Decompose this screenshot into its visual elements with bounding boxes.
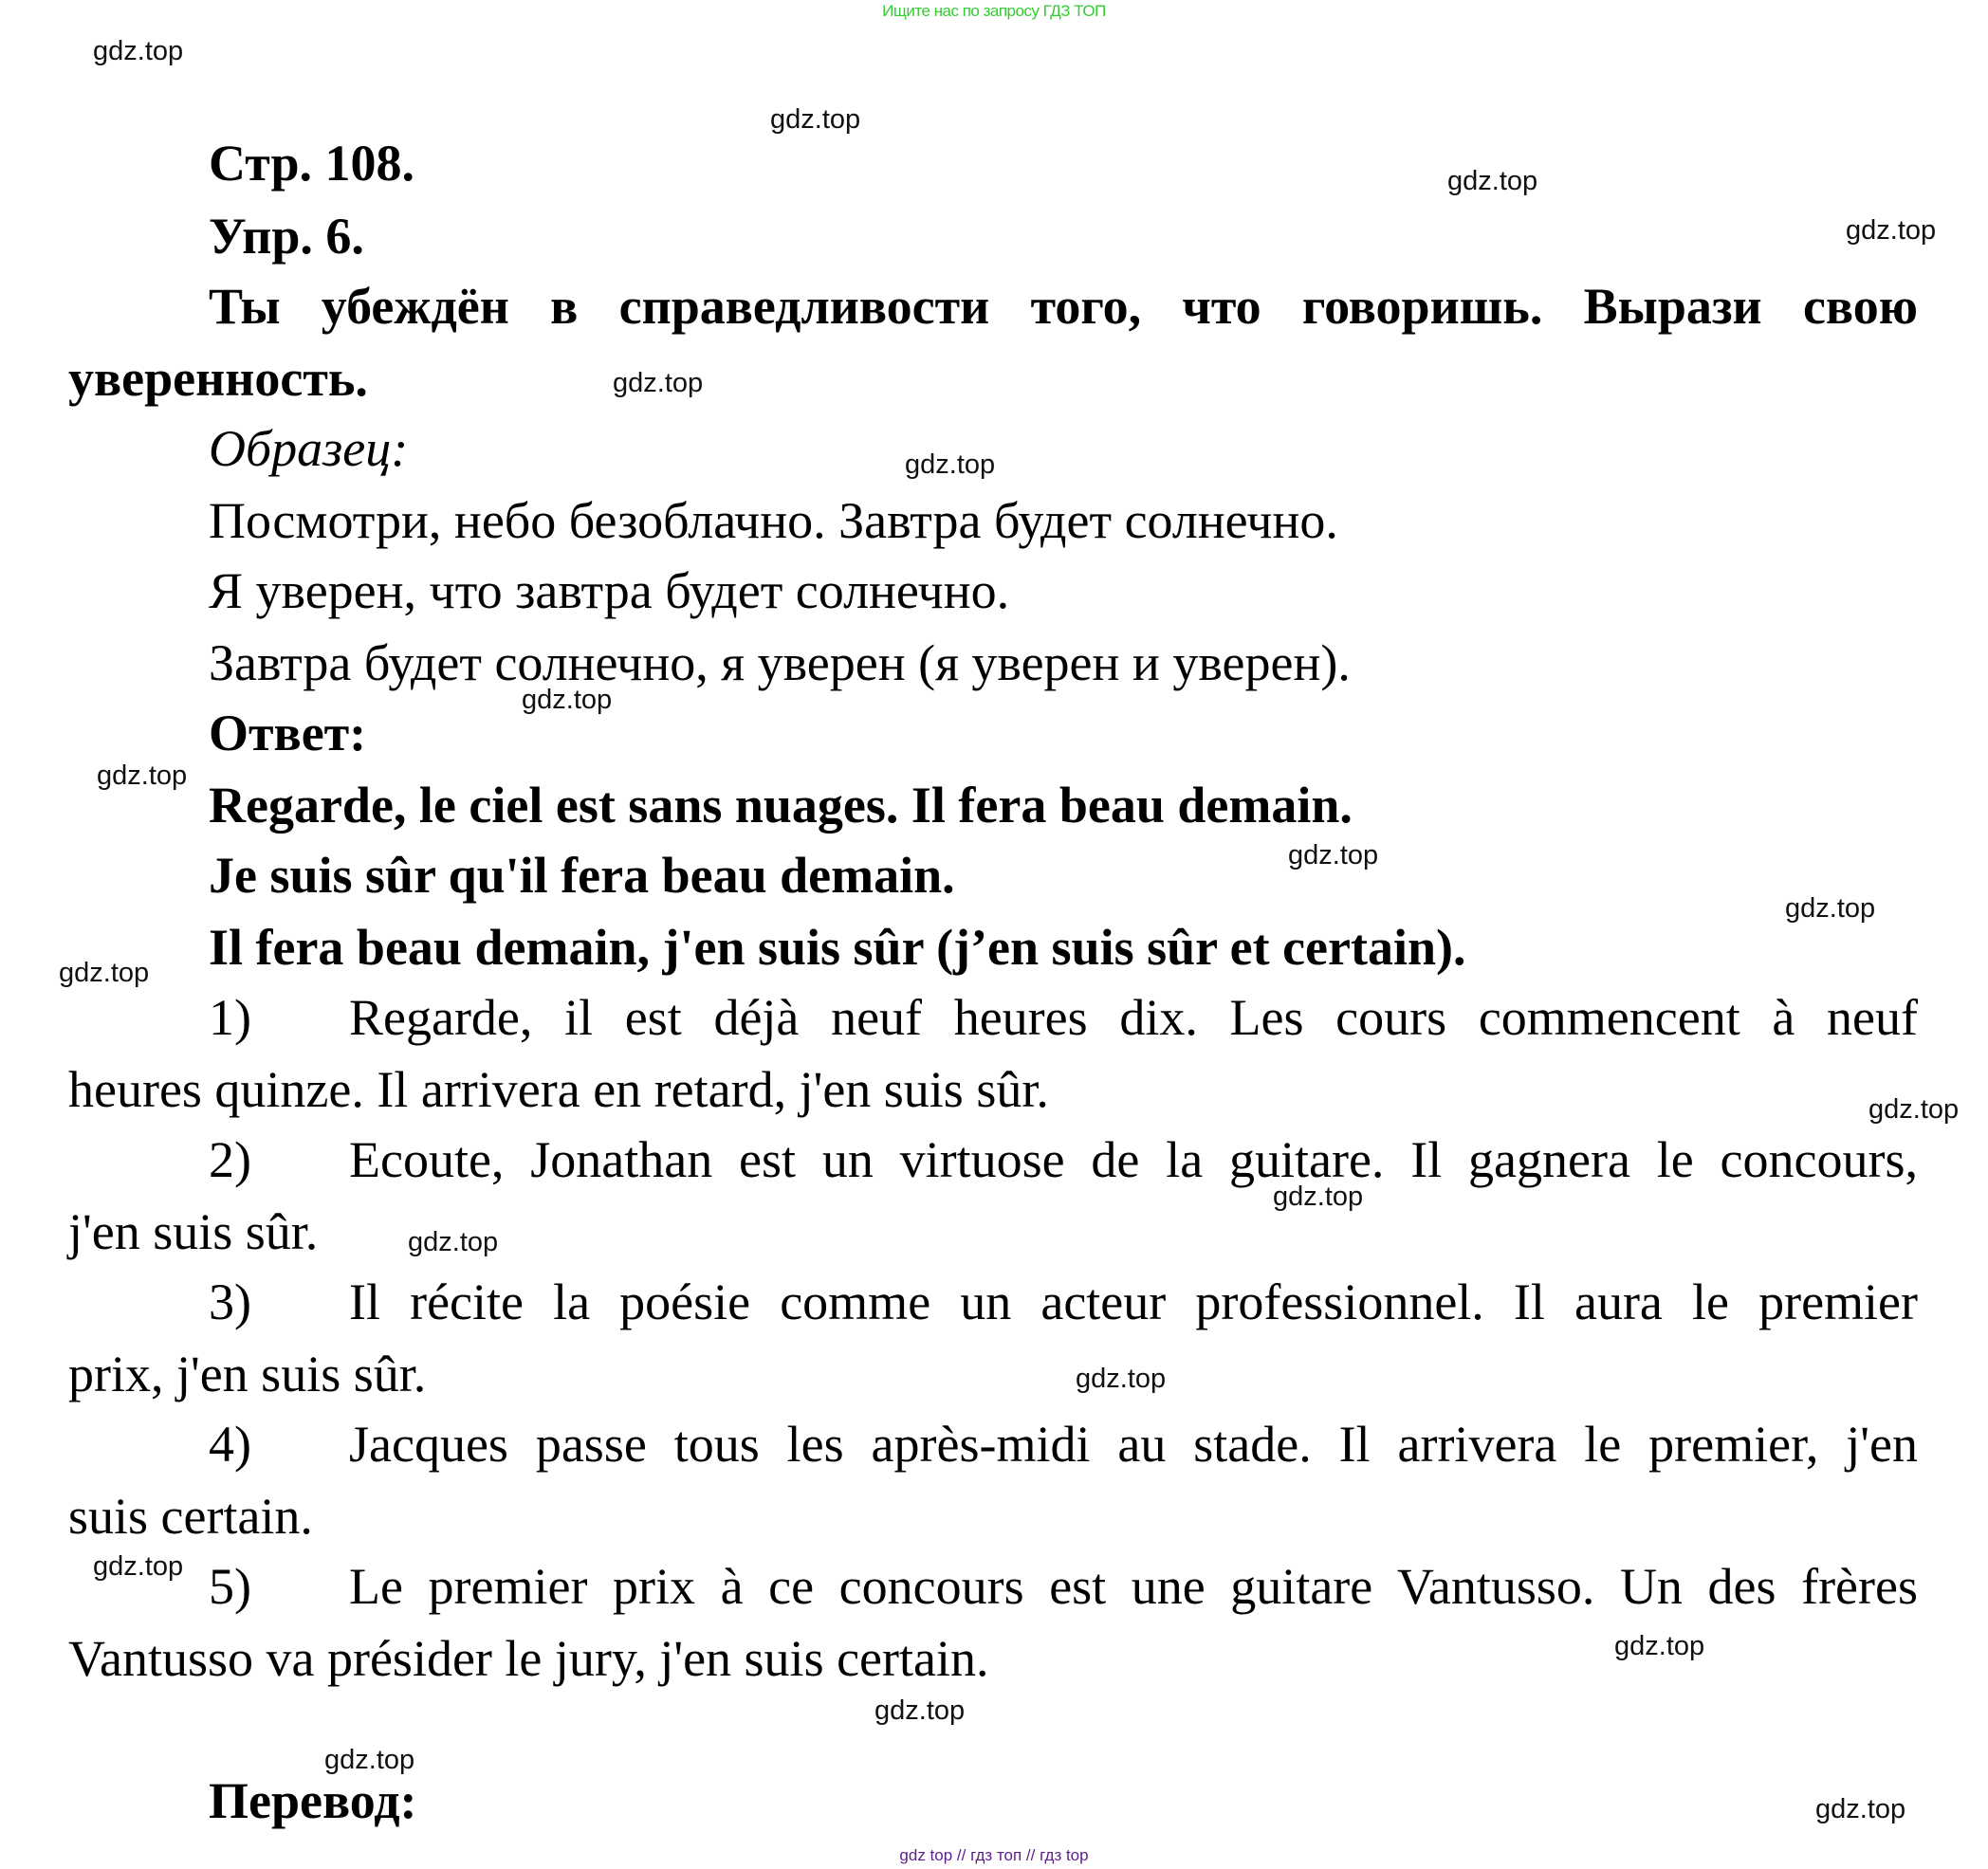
watermark: gdz.top (905, 449, 996, 480)
item-number: 5) (209, 1558, 251, 1615)
watermark: gdz.top (1447, 166, 1538, 196)
answer-line: Il fera beau demain, j'en suis sûr (j’en suis sûr et certain). (209, 919, 1466, 976)
watermark: gdz.top (1288, 840, 1379, 870)
item-text: Le premier prix à ce concours est une guitare Vantusso. Un des frères (349, 1558, 1918, 1615)
watermark: gdz.top (1076, 1364, 1167, 1394)
answer-item-1-line1 (209, 989, 1918, 1046)
sample-line: Я уверен, что завтра будет солнечно. (209, 562, 1010, 619)
sample-line: Посмотри, небо безоблачно. Завтра будет солнечно. (209, 492, 1338, 549)
watermark: gdz.top (874, 1695, 966, 1726)
watermark: gdz.top (1815, 1794, 1906, 1824)
watermark: gdz.top (613, 368, 704, 398)
watermark: gdz.top (59, 958, 150, 988)
answer-item-4-line2: suis certain. (68, 1488, 313, 1545)
item-number: 4) (209, 1416, 251, 1473)
item-number: 1) (209, 989, 251, 1046)
watermark: gdz.top (1785, 893, 1876, 924)
item-text: Ecoute, Jonathan est un virtuose de la guitare. Il gagnera le concours, (349, 1131, 1918, 1188)
bottom-banner: gdz top // гдз топ // гдз top (899, 1846, 1089, 1864)
answer-item-5-line1 (209, 1558, 1918, 1615)
sample-line: Завтра будет солнечно, я уверен (я уверен и уверен). (209, 634, 1351, 691)
top-banner: Ищите нас по запросу ГДЗ ТОП (882, 2, 1106, 20)
watermark: gdz.top (1846, 215, 1937, 246)
watermark: gdz.top (1273, 1182, 1364, 1212)
answer-item-3-line2: prix, j'en suis sûr. (68, 1346, 427, 1402)
answer-item-3-line1 (209, 1273, 1918, 1330)
item-text: Jacques passe tous les après-midi au stade. Il arrivera le premier, j'en (349, 1416, 1918, 1473)
task-text-line2: уверенность. (68, 350, 368, 407)
watermark: gdz.top (522, 685, 613, 715)
watermark: gdz.top (324, 1745, 415, 1775)
task-text-line1: Ты убеждён в справедливости того, что говоришь. Вырази свою (209, 278, 1918, 335)
sample-label: Образец: (209, 420, 409, 477)
watermark: gdz.top (1614, 1631, 1705, 1661)
item-text: Il récite la poésie comme un acteur professionnel. Il aura le premier (349, 1273, 1918, 1330)
item-text: Regarde, il est déjà neuf heures dix. Les cours commencent à neuf (349, 989, 1918, 1046)
answer-item-2-line1 (209, 1131, 1918, 1188)
watermark: gdz.top (93, 1551, 184, 1582)
answer-item-1-line2: heures quinze. Il arrivera en retard, j'en suis sûr. (68, 1061, 1049, 1118)
watermark: gdz.top (97, 760, 188, 791)
answer-label: Ответ: (209, 705, 367, 761)
translation-label: Перевод: (209, 1772, 417, 1829)
exercise-number: Упр. 6. (209, 208, 364, 265)
watermark: gdz.top (1868, 1094, 1960, 1125)
answer-item-4-line1 (209, 1416, 1918, 1473)
watermark: gdz.top (408, 1227, 499, 1257)
answer-item-5-line2: Vantusso va présider le jury, j'en suis certain. (68, 1630, 989, 1687)
answer-line: Regarde, le ciel est sans nuages. Il fera beau demain. (209, 777, 1353, 834)
answer-item-2-line2: j'en suis sûr. (68, 1203, 319, 1260)
page-number: Стр. 108. (209, 135, 415, 192)
answer-line: Je suis sûr qu'il fera beau demain. (209, 847, 955, 904)
item-number: 3) (209, 1273, 251, 1330)
watermark: gdz.top (93, 36, 184, 66)
item-number: 2) (209, 1131, 251, 1188)
watermark: gdz.top (770, 104, 861, 135)
